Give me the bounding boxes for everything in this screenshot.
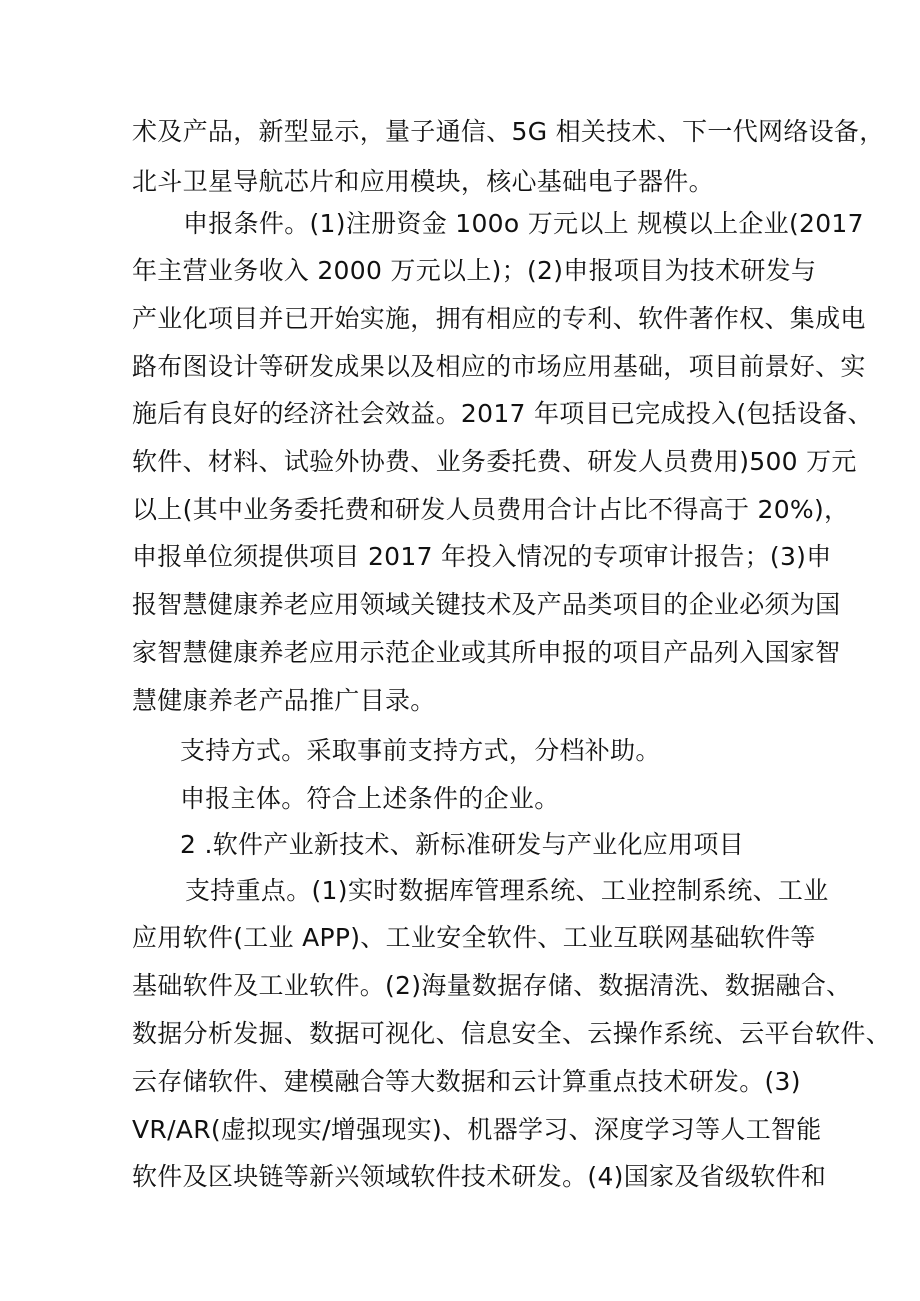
text-line: 申报主体。符合上述条件的企业。 <box>180 784 560 813</box>
text-line: 产业化项目并已开始实施，拥有相应的专利、软件著作权、集成电 <box>132 304 866 333</box>
section-heading: 2 .软件产业新技术、新标准研发与产业化应用项目 <box>180 830 745 859</box>
text-line: 以上(其中业务委托费和研发人员费用合计占比不得高于 20%)， <box>132 495 850 524</box>
text-line: 申报条件。(1)注册资金 100o 万元以上 规模以上企业(2017 <box>183 209 864 238</box>
text-line: 应用软件(工业 APP)、工业安全软件、工业互联网基础软件等 <box>132 923 816 952</box>
text-line: 云存储软件、建模融合等大数据和云计算重点技术研发。(3) <box>132 1067 801 1096</box>
text-line: 数据分析发掘、数据可视化、信息安全、云操作系统、云平台软件、 <box>132 1019 892 1048</box>
text-line: 家智慧健康养老应用示范企业或其所申报的项目产品列入国家智 <box>132 638 841 667</box>
text-line: 支持重点。(1)实时数据库管理系统、工业控制系统、工业 <box>185 876 829 905</box>
text-line: 软件、材料、试验外协费、业务委托费、研发人员费用)500 万元 <box>132 447 857 476</box>
text-line: 慧健康养老产品推广目录。 <box>132 686 436 715</box>
text-line: 申报单位须提供项目 2017 年投入情况的专项审计报告；(3)申 <box>132 542 832 571</box>
text-line: 支持方式。采取事前支持方式，分档补助。 <box>180 736 661 765</box>
text-line: 软件及区块链等新兴领域软件技术研发。(4)国家及省级软件和 <box>132 1162 827 1191</box>
text-line: 报智慧健康养老应用领域关键技术及产品类项目的企业必须为国 <box>132 590 841 619</box>
text-line: 路布图设计等研发成果以及相应的市场应用基础，项目前景好、实 <box>132 352 866 381</box>
text-line: 术及产品，新型显示，量子通信、5G 相关技术、下一代网络设备， <box>132 117 885 146</box>
text-line: VR/AR(虚拟现实/增强现实)、机器学习、深度学习等人工智能 <box>132 1115 822 1144</box>
text-line: 基础软件及工业软件。(2)海量数据存储、数据清洗、数据融合、 <box>132 971 852 1000</box>
text-line: 年主营业务收入 2000 万元以上)；(2)申报项目为技术研发与 <box>132 256 817 285</box>
text-line: 北斗卫星导航芯片和应用模块，核心基础电子器件。 <box>132 167 714 196</box>
text-line: 施后有良好的经济社会效益。2017 年项目已完成投入(包括设备、 <box>132 399 873 428</box>
